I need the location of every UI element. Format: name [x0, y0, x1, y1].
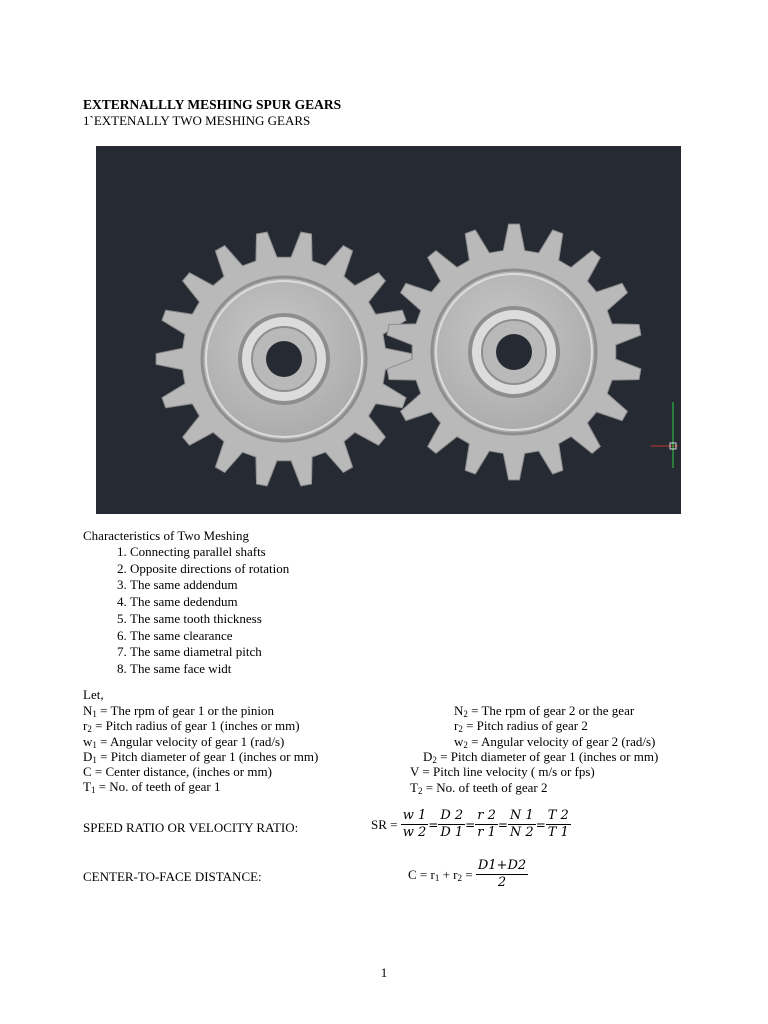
document-title: EXTERNALLLY MESHING SPUR GEARS [83, 97, 342, 112]
characteristics-list [84, 544, 289, 678]
gear-bore [496, 334, 532, 370]
ratio-fraction [438, 808, 465, 841]
variable-symbol: D [423, 748, 433, 764]
center-fraction-den: 2 [497, 875, 507, 890]
fraction-denominator: T 1 [547, 825, 569, 840]
variable-subscript: 1 [90, 785, 96, 796]
variable-symbol: V [410, 764, 420, 780]
variable-subscript: 2 [463, 709, 468, 719]
characteristic-item: 8. The same face widt [130, 661, 289, 678]
center-lhs-sub2: 2 [457, 872, 463, 883]
variable-description: = Pitch diameter of gear 1 (inches or mm) [96, 748, 319, 764]
variable-description: = The rpm of gear 2 or the gear [467, 703, 635, 718]
variable-subscript: 2 [463, 739, 468, 750]
variable-symbol: N [83, 703, 93, 718]
variable-subscript: 2 [432, 754, 437, 765]
gear-bore [266, 341, 302, 377]
variable-definition [454, 718, 588, 733]
variable-subscript: 1 [92, 739, 97, 750]
ratio-fraction [401, 808, 429, 841]
equals-sign: = [428, 817, 439, 832]
speed-ratio-label: SPEED RATIO OR VELOCITY RATIO: [83, 820, 299, 835]
variable-description: = No. of teeth of gear 1 [95, 779, 221, 795]
variable-symbol: r [454, 718, 459, 734]
section-subtitle: 1`EXTENALLY TWO MESHING GEARS [83, 113, 311, 128]
variable-definition [454, 703, 634, 718]
variable-description: = Angular velocity of gear 2 (rad/s) [467, 733, 656, 749]
left-variable-list [83, 703, 318, 795]
variable-definition [410, 764, 595, 779]
center-distance-label: CENTER-TO-FACE DISTANCE: [83, 869, 262, 884]
variable-subscript: 1 [92, 754, 97, 765]
center-lhs-text: C = r [408, 866, 435, 882]
speed-ratio-formula [371, 808, 571, 841]
variable-description: = The rpm of gear 1 or the pinion [96, 703, 275, 718]
variable-symbol: D [83, 748, 93, 764]
characteristic-item: 4. The same dedendum [130, 594, 289, 611]
variable-description: = Center distance, (inches or mm) [91, 764, 272, 780]
variable-definition [410, 780, 547, 795]
ratio-fraction [508, 808, 536, 841]
fraction-denominator: r 1 [477, 825, 496, 840]
variable-definition [83, 749, 318, 764]
characteristics-heading: Characteristics of Two Meshing [83, 528, 250, 543]
characteristic-item: 3. The same addendum [130, 577, 289, 594]
variable-symbol: C [83, 764, 92, 780]
ratio-fraction [546, 808, 571, 841]
fraction-numerator: T 2 [547, 808, 569, 823]
speed-ratio-lhs: SR = [371, 816, 398, 832]
variable-subscript: 2 [458, 724, 463, 735]
variable-description: = Pitch line velocity ( m/s or fps) [419, 764, 595, 780]
characteristic-item: 6. The same clearance [130, 628, 289, 645]
variable-symbol: w [83, 733, 93, 749]
center-distance-formula [408, 858, 528, 891]
center-fraction-num: D1+D2 [477, 858, 527, 873]
center-lhs-sub1: 1 [434, 872, 440, 883]
fraction-numerator: w 1 [402, 808, 427, 823]
fraction-numerator: D 2 [440, 808, 464, 823]
gears-render [96, 146, 681, 514]
fraction-denominator: D 1 [440, 825, 464, 840]
variable-symbol: r [83, 718, 88, 734]
center-eq: = [462, 866, 473, 882]
variable-description: = Pitch diameter of gear 1 (inches or mm) [436, 748, 659, 764]
variable-definition [83, 734, 318, 749]
center-plus: + r [439, 866, 458, 882]
gear-1 [156, 232, 412, 486]
variable-definition [83, 764, 318, 779]
gear-2 [387, 224, 641, 480]
variable-subscript: 1 [92, 709, 97, 719]
characteristic-item: 5. The same tooth thickness [130, 611, 289, 628]
fraction-numerator: r 2 [477, 808, 496, 823]
characteristic-item: 1. Connecting parallel shafts [130, 544, 289, 561]
speed-ratio-fractions [401, 808, 571, 840]
variable-definition [423, 749, 658, 764]
variable-subscript: 2 [417, 785, 423, 796]
variable-definition [83, 703, 318, 718]
variable-description: = Angular velocity of gear 1 (rad/s) [96, 733, 285, 749]
fraction-denominator: N 2 [509, 825, 534, 840]
meshing-gears-figure [96, 146, 681, 514]
fraction-numerator: N 1 [509, 808, 534, 823]
equals-sign: = [465, 817, 476, 832]
variable-description: = Pitch radius of gear 2 [462, 718, 588, 734]
variable-symbol: T [410, 779, 418, 795]
fraction-denominator: w 2 [402, 825, 427, 840]
variable-symbol: T [83, 779, 91, 795]
equals-sign: = [497, 817, 508, 832]
characteristic-item: 2. Opposite directions of rotation [130, 561, 289, 578]
center-lhs [408, 867, 473, 883]
let-label: Let, [83, 687, 104, 702]
variable-description: = Pitch radius of gear 1 (inches or mm) [91, 718, 300, 734]
ucs-axis-icon [651, 402, 678, 468]
page-number: 1 [380, 965, 388, 980]
center-fraction [476, 858, 528, 891]
variable-symbol: w [454, 733, 464, 749]
equals-sign: = [535, 817, 546, 832]
variable-definition [83, 779, 318, 794]
variable-definition [454, 734, 655, 749]
ratio-fraction [475, 808, 498, 841]
variable-description: = No. of teeth of gear 2 [422, 779, 548, 795]
characteristic-item: 7. The same diametral pitch [130, 644, 289, 661]
variable-subscript: 2 [87, 724, 92, 735]
variable-definition [83, 718, 318, 733]
variable-symbol: N [454, 703, 464, 718]
